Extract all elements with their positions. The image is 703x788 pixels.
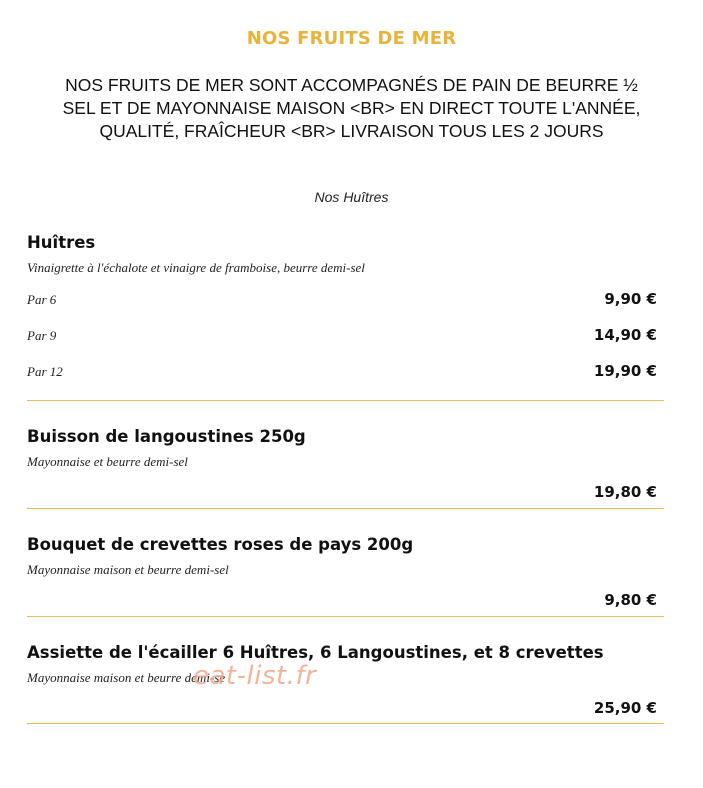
- menu-subtitle: [28, 74, 675, 143]
- divider: [27, 400, 664, 401]
- divider: [27, 616, 664, 617]
- option-label: Par 6: [27, 292, 57, 307]
- option-price: 19,90 €: [593, 362, 657, 380]
- menu-item-langoustines: [27, 427, 664, 470]
- item-description: Mayonnaise et beurre demi-sel: [27, 454, 188, 469]
- option-price: 9,90 €: [604, 290, 657, 308]
- subtitle-line: SEL ET DE MAYONNAISE MAISON <BR> EN DIRECT TOUTE L'ANNÉE,: [62, 98, 641, 118]
- item-name: Huîtres: [27, 233, 96, 252]
- option-price: 14,90 €: [593, 326, 657, 344]
- watermark: eat-list.fr: [193, 661, 317, 691]
- divider: [27, 508, 664, 509]
- menu-item-crevettes: [27, 535, 664, 578]
- divider: [27, 723, 664, 724]
- item-price: 19,80 €: [593, 483, 657, 501]
- item-description: Mayonnaise maison et beurre demi-se: [27, 670, 226, 685]
- item-description: Vinaigrette à l'échalote et vinaigre de framboise, beurre demi-sel: [27, 260, 365, 275]
- item-name: Buisson de langoustines 250g: [27, 427, 306, 446]
- item-price: 25,90 €: [593, 699, 657, 717]
- price-row: [27, 591, 664, 611]
- option-row: [27, 290, 657, 310]
- item-price: 9,80 €: [604, 591, 657, 609]
- menu-item-huitres: [27, 233, 664, 276]
- section-label: Nos Huîtres: [314, 189, 389, 205]
- option-row: [27, 326, 657, 346]
- price-row: [27, 699, 664, 719]
- item-description: Mayonnaise maison et beurre demi-sel: [27, 562, 229, 577]
- menu-title: NOS FRUITS DE MER: [246, 28, 457, 49]
- menu-item-assiette: [27, 643, 664, 686]
- option-row: [27, 362, 657, 382]
- subtitle-line: NOS FRUITS DE MER SONT ACCOMPAGNÉS DE PAIN DE BEURRE ½: [65, 75, 638, 95]
- item-name: Bouquet de crevettes roses de pays 200g: [27, 535, 414, 554]
- item-name: Assiette de l'écailler 6 Huîtres, 6 Langoustines, et 8 crevettes: [27, 643, 604, 662]
- subtitle-line: QUALITÉ, FRAÎCHEUR <BR> LIVRAISON TOUS LES 2 JOURS: [99, 121, 604, 141]
- option-label: Par 12: [27, 364, 63, 379]
- option-label: Par 9: [27, 328, 57, 343]
- price-row: [27, 483, 664, 503]
